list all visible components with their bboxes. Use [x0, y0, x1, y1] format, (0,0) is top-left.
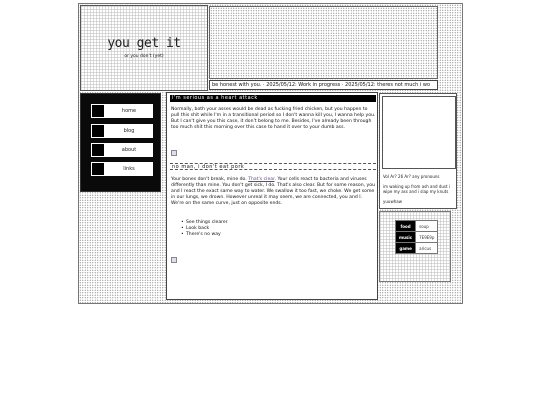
site-subtitle: or you don't (yet) — [124, 54, 164, 59]
profile-text — [383, 174, 456, 204]
nav-square-icon — [91, 104, 105, 118]
profile-image — [382, 96, 456, 169]
favorites-box — [379, 211, 451, 282]
post-link[interactable]: That's clear — [248, 177, 275, 182]
marquee-text: be honest with you. · 2025/05/12: Work in progress · 2025/05/12: theres not much i wo — [212, 82, 431, 88]
favorite-key: game — [396, 243, 416, 254]
post-heading: i'm serious as a heart attack — [170, 95, 376, 102]
profile-pronouns: Vol Ar? 26 Ar? any pronouns — [383, 174, 440, 179]
profile-note: yuuwhaw — [383, 198, 402, 204]
header-banner — [209, 6, 438, 79]
post-text: Your bones don't break, mine do. — [171, 177, 249, 182]
nav-item-links[interactable] — [91, 162, 153, 176]
favorite-key: food — [396, 221, 416, 232]
table-row — [396, 243, 438, 254]
nav-label[interactable]: home — [105, 104, 153, 118]
post-body — [171, 177, 376, 207]
nav-item-home[interactable] — [91, 104, 153, 118]
profile-bio: im waking up from ash and dust i wipe my ass and i slap my knuts — [383, 183, 450, 195]
nav-square-icon — [91, 143, 105, 157]
nav-label[interactable]: blog — [105, 124, 153, 138]
main-content — [166, 92, 378, 300]
favorite-value: aricus — [416, 243, 438, 254]
list-item: • Look back — [181, 226, 228, 232]
list-item: • There's no way — [181, 232, 228, 238]
nav-item-about[interactable] — [91, 143, 153, 157]
nav-menu — [80, 93, 161, 192]
broken-image-icon — [171, 257, 177, 263]
news-marquee — [209, 80, 438, 90]
post-list — [181, 220, 228, 238]
nav-square-icon — [91, 124, 105, 138]
favorite-value: soup — [416, 221, 438, 232]
favorites-table — [395, 220, 438, 254]
post-heading: no man, i don't eat pork — [170, 163, 376, 170]
nav-label[interactable]: about — [105, 143, 153, 157]
list-item: • See things clearer — [181, 220, 228, 226]
favorite-value: 7E9E9p — [416, 232, 438, 243]
site-title: you get it — [107, 36, 181, 51]
table-row — [396, 232, 438, 243]
nav-item-blog[interactable] — [91, 124, 153, 138]
nav-label[interactable]: links — [105, 162, 153, 176]
nav-square-icon — [91, 162, 105, 176]
favorite-key: music — [396, 232, 416, 243]
broken-image-icon — [171, 150, 177, 156]
post-text: . Your cells react to bacteria and viruses differently than mine. You don't get sick, I do. That's also clear. But for some reason, you and I react the exact same way to water. We swallow it too fast, we choke. We get some in our lungs, we drown. However unreal it may seem, we are connected, you and I. We're on the same curve, just on opposite ends. — [171, 177, 375, 207]
site-header — [80, 5, 208, 91]
table-row — [396, 221, 438, 232]
profile-card — [379, 93, 457, 209]
post-body: Normally, both your asses would be dead as fucking fried chicken, but you happen to pull this shit while I'm in a transitional period so I don't wanna kill you, I wanna help you. But I can't give you this case, it don't belong to me. Besides, I've already been through too much shit this morning over this case to hand it over to your dumb ass. — [171, 107, 376, 131]
